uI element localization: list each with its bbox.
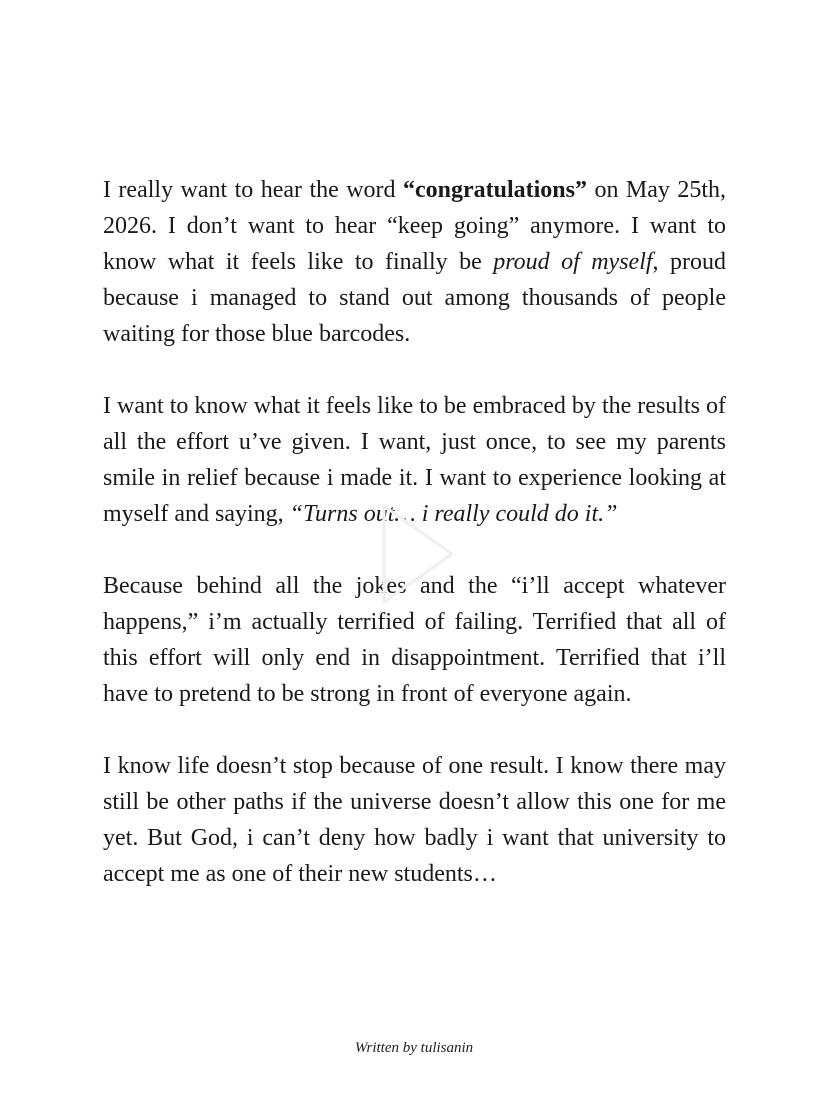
text-segment: on May 25th, 2026. I don’t want to hear “keep going” anymore. I want to know what it feels like to finally be [103, 177, 726, 275]
emphasis-italic: proud of myself [493, 249, 653, 275]
text-segment: Because behind all the jokes and the “i’ll accept whatever happens,” i’m actually terrified of failing. Terrified that all of this effort will only end in disappointment. Terrified that i’ll have to pretend to be strong in front of everyone again. [103, 573, 726, 707]
author-credit: Written by tulisanin [354, 1040, 474, 1056]
text-segment: I really want to hear the word [103, 177, 403, 203]
emphasis-bold: “congratulations” [402, 177, 587, 203]
text-segment: I know life doesn’t stop because of one result. I know there may still be other paths if the universe doesn’t allow this one for me yet. But God, i can’t deny how badly i want that university to accept me as one of their new students… [103, 753, 726, 887]
paragraph-4 [103, 748, 726, 892]
paragraph-1 [103, 172, 726, 352]
emphasis-italic: “Turns out… i really could do it.” [289, 501, 618, 527]
play-icon[interactable] [376, 500, 458, 608]
text-segment: , proud because i managed to stand out among thousands of people waiting for those blue barcodes. [103, 249, 726, 347]
text-segment: I want to know what it feels like to be embraced by the results of all the effort u’ve given. I want, just once, to see my parents smile in relief because i made it. I want to experience looking at myself and saying, [103, 393, 726, 527]
